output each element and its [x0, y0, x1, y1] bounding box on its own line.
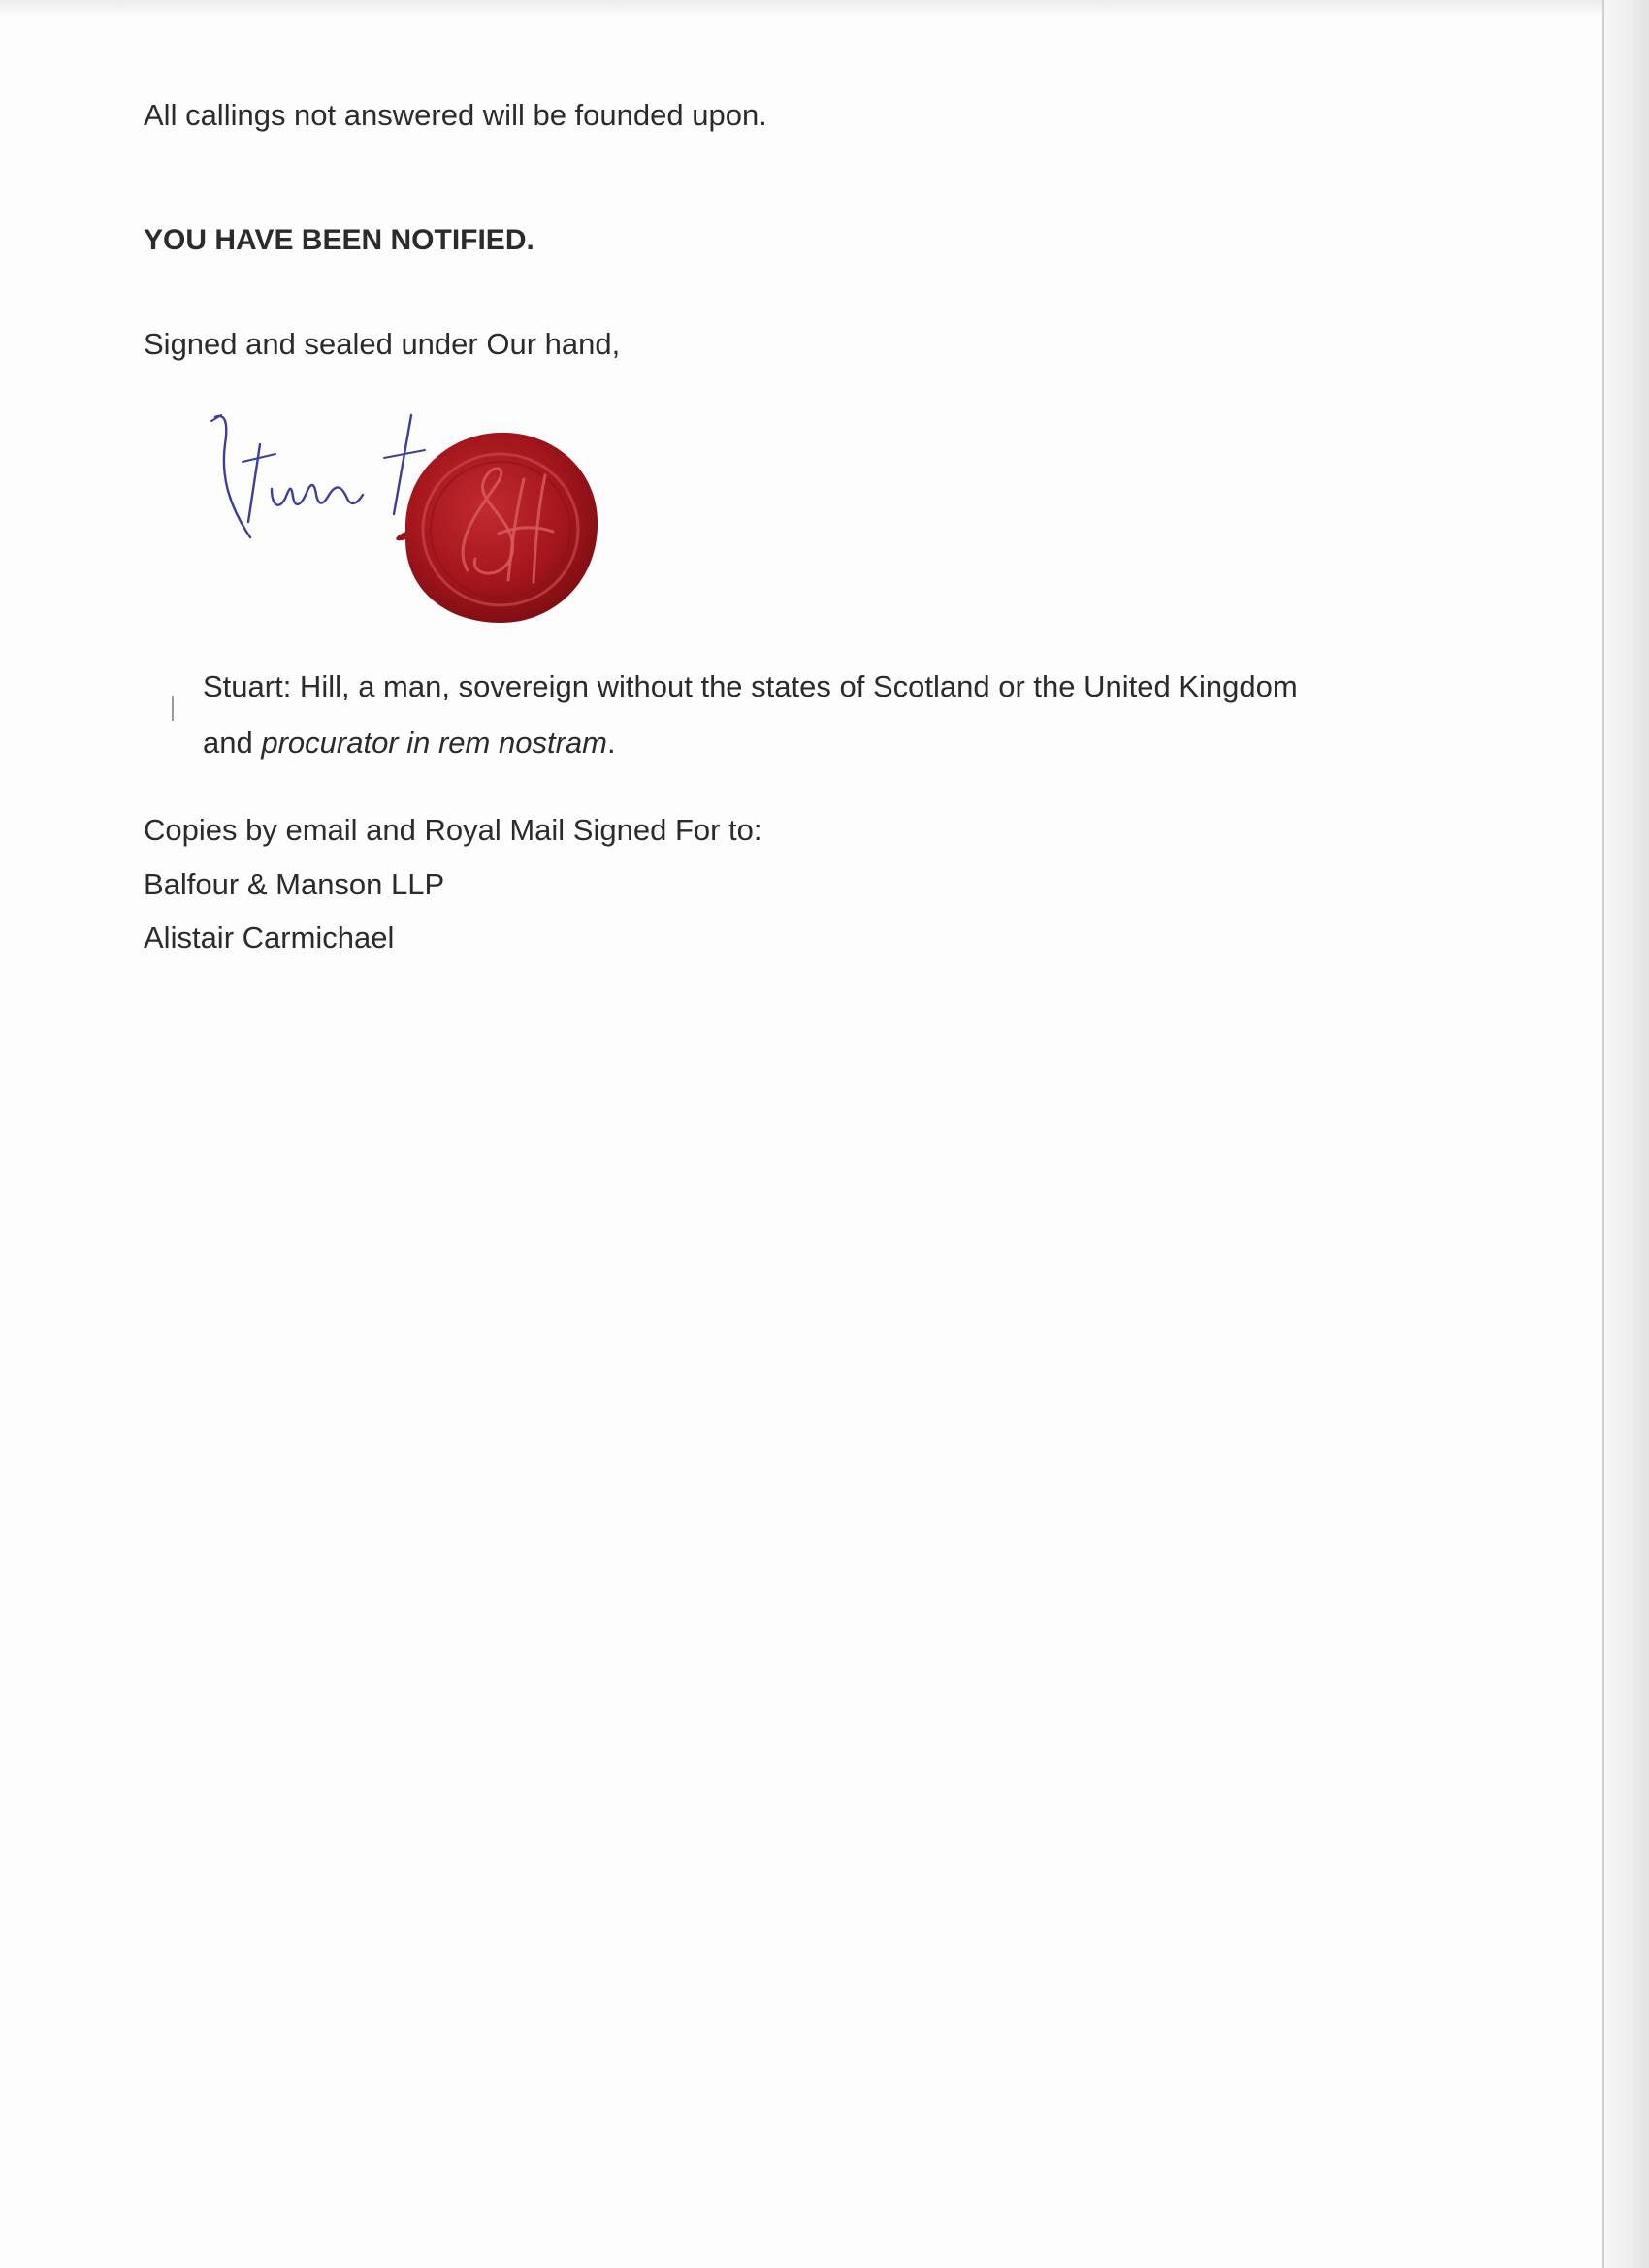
signed-sealed-line: Signed and sealed under Our hand, — [144, 327, 621, 361]
scan-shadow-top — [0, 0, 1604, 17]
recipient-1: Balfour & Manson LLP — [144, 867, 445, 901]
copies-heading: Copies by email and Royal Mail Signed For to: — [144, 813, 762, 847]
procurator-phrase: procurator in rem nostram — [261, 726, 607, 760]
signatory-line-2 — [203, 724, 616, 762]
wax-seal — [392, 425, 605, 629]
signatory-line-2-prefix: and — [203, 726, 262, 760]
signatory-line-1: Stuart: Hill, a man, sovereign without the states of Scotland or the United Kingdom — [203, 669, 1298, 703]
notice-heading: YOU HAVE BEEN NOTIFIED. — [144, 224, 534, 256]
closing-line: All callings not answered will be founded upon. — [144, 98, 767, 132]
signatory-line-2-suffix: . — [606, 726, 616, 760]
scan-shadow-right — [1602, 0, 1649, 2268]
recipient-2: Alistair Carmichael — [144, 921, 395, 955]
margin-mark — [172, 696, 174, 721]
